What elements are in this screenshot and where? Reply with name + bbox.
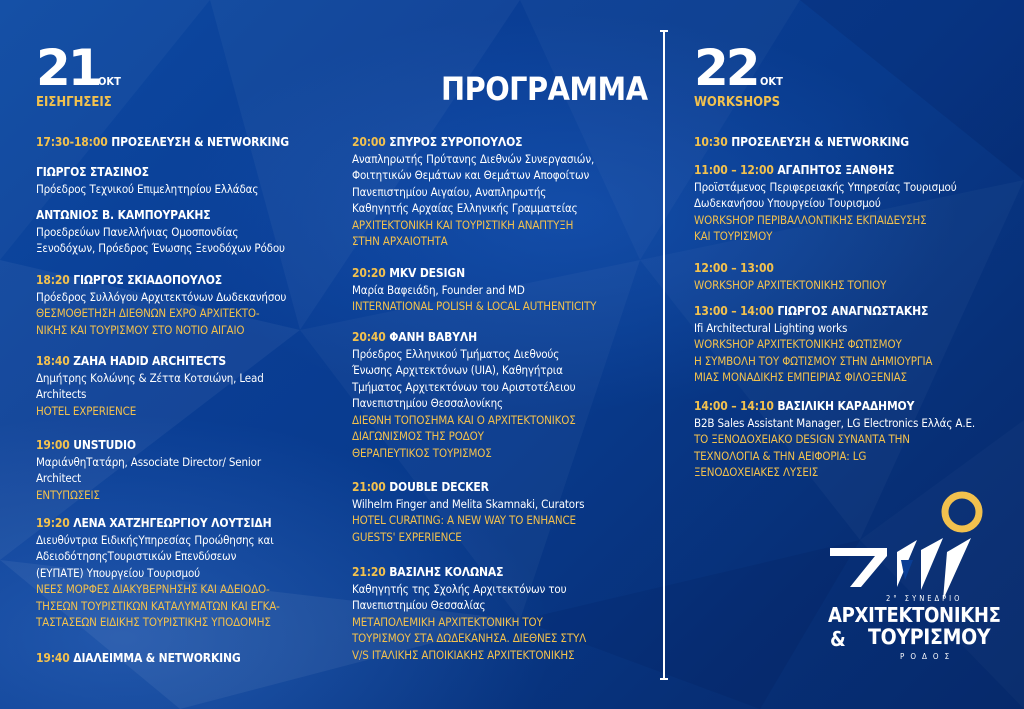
session-time: 18:20 — [36, 273, 70, 287]
session-title: ΦΑΝΗ ΒΑΒΥΛΗ — [389, 330, 477, 344]
session-item — [694, 162, 994, 245]
logo-line2: ΤΟΥΡΙΣΜΟΥ — [868, 625, 991, 649]
session-item — [694, 398, 994, 481]
session-time: 17:30-18:00 — [36, 135, 108, 149]
day2-number: 22 — [694, 39, 758, 97]
day1-label: ΕΙΣΗΓΗΣΕΙΣ — [36, 95, 112, 110]
session-item — [36, 437, 336, 503]
session-detail: Τμήματος Αρχιτεκτόνων του Αριστοτέλειου — [352, 379, 576, 394]
logo-ampersand: & — [830, 627, 846, 651]
session-topic: HOTEL EXPERIENCE — [36, 403, 137, 418]
session-topic: ΝΙΚΗΣ ΚΑΙ ΤΟΥΡΙΣΜΟΥ ΣΤΟ ΝΟΤΙΟ ΑΙΓΑΙΟ — [36, 322, 245, 337]
session-title: DOUBLE DECKER — [389, 480, 489, 494]
day1-month: ΟΚΤ — [98, 75, 121, 88]
session-topic: GUESTS' EXPERIENCE — [352, 529, 462, 544]
day2-label: WORKSHOPS — [694, 95, 781, 110]
session-detail: Πανεπιστημίου Θεσσαλονίκης — [352, 396, 503, 410]
session-heading — [352, 564, 652, 581]
session-title: ΑΓΑΠΗΤΟΣ ΞΑΝΘΗΣ — [777, 163, 895, 177]
session-detail: Architect — [36, 471, 82, 485]
session-heading — [352, 329, 652, 346]
session-topic: V/S ΙΤΑΛΙΚΗΣ ΑΠΟΙΚΙΑΚΗΣ ΑΡΧΙΤΕΚΤΟΝΙΚΗΣ — [352, 647, 575, 662]
session-detail: Αναπληρωτής Πρύτανης Διεθνών Συνεργασιών, — [352, 151, 595, 166]
session-topic: WORKSHOP ΠΕΡΙΒΑΛΛΟΝΤΙΚΗΣ ΕΚΠΑΙΔΕΥΣΗΣ — [694, 212, 927, 227]
session-item — [352, 134, 652, 250]
session-topic: ΕΝΤΥΠΩΣΕΙΣ — [36, 487, 100, 502]
session-title: ΓΙΩΡΓΟΣ ΣΤΑΣΙΝΟΣ — [36, 165, 149, 179]
session-detail: Architects — [36, 387, 87, 401]
session-topic: ΣΤΗΝ ΑΡΧΑΙΟΤΗΤΑ — [352, 234, 448, 248]
page-title: ΠΡΟΓΡΑΜΜΑ — [441, 70, 648, 108]
session-time: 20:40 — [352, 330, 386, 344]
session-title: ZAHA HADID ARCHITECTS — [73, 354, 226, 368]
session-topic: ΜΙΑΣ ΜΟΝΑΔΙΚΗΣ ΕΜΠΕΙΡΙΑΣ ΦΙΛΟΞΕΝΙΑΣ — [694, 370, 907, 384]
session-item — [36, 134, 336, 151]
session-title: ΑΝΤΩΝΙΟΣ Β. ΚΑΜΠΟΥΡΑΚΗΣ — [36, 208, 211, 222]
session-heading — [352, 479, 652, 496]
session-title: UNSTUDIO — [73, 438, 136, 452]
session-detail: Καθηγητής της Σχολής Αρχιτεκτόνων του — [352, 581, 567, 596]
session-topic: ΘΕΣΜΟΘΕΤΗΣΗ ΔΙΕΘΝΩΝ EXPO ΑΡΧΙΤΕΚΤΟ- — [36, 306, 260, 320]
session-time: 21:00 — [352, 480, 386, 494]
session-time: 12:00 – 13:00 — [694, 261, 774, 275]
session-item — [352, 479, 652, 545]
session-item — [36, 353, 336, 419]
session-topic: HOTEL CURATING: A NEW WAY TO ENHANCE — [352, 513, 576, 527]
session-heading — [352, 134, 652, 151]
session-item — [36, 515, 336, 631]
session-topic: WORKSHOP ΑΡΧΙΤΕΚΤΟΝΙΚΗΣ ΦΩΤΙΣΜΟΥ — [694, 337, 902, 351]
divider-bottom-tick — [660, 678, 668, 680]
session-title: ΔΙΑΛΕΙΜΜΑ & NETWORKING — [73, 651, 241, 665]
session-item — [36, 207, 336, 257]
session-heading — [694, 260, 994, 277]
session-topic: WORKSHOP ΑΡΧΙΤΕΚΤΟΝΙΚΗΣ ΤΟΠΙΟΥ — [694, 277, 887, 292]
session-detail: Δωδεκανήσου Υπουργείου Τουρισμού — [694, 196, 881, 210]
session-heading — [36, 353, 336, 370]
session-time: 20:00 — [352, 135, 386, 149]
session-heading — [694, 162, 994, 179]
session-detail: Καθηγητής Αρχαίας Ελληνικής Γραμματείας — [352, 201, 578, 215]
session-item — [694, 260, 994, 293]
session-detail: Πανεπιστημίου Θεσσαλίας — [352, 598, 486, 612]
session-item — [352, 265, 652, 315]
session-topic: ΜΕΤΑΠΟΛΕΜΙΚΗ ΑΡΧΙΤΕΚΤΟΝΙΚΗ ΤΟΥ — [352, 614, 543, 629]
session-item — [36, 272, 336, 338]
session-detail: Δημήτρης Κολώνης & Ζέττα Κοτσιώνη, Lead — [36, 370, 264, 385]
session-detail: ΑδειοδότησηςΤουριστικών Επενδύσεων — [36, 549, 237, 563]
session-detail: (ΕΥΠΑΤΕ) Υπουργείου Τουρισμού — [36, 565, 200, 580]
session-title: MKV DESIGN — [389, 266, 465, 280]
session-topic: ΤΟ ΞΕΝΟΔΟΧΕΙΑΚΟ DESIGN ΣΥΝΑΝΤΑ ΤΗΝ — [694, 432, 910, 446]
session-time: 19:00 — [36, 438, 70, 452]
session-title: ΠΡΟΣΕΛΕΥΣΗ & NETWORKING — [111, 135, 289, 149]
session-heading — [694, 398, 994, 415]
session-detail: Πρόεδρος Τεχνικού Επιμελητηρίου Ελλάδας — [36, 181, 259, 196]
session-topic: ΤΟΥΡΙΣΜΟΥ ΣΤΑ ΔΩΔΕΚΑΝΗΣΑ. ΔΙΕΘΝΕΣ ΣΤΥΛ — [352, 631, 587, 645]
session-topic: Η ΣΥΜΒΟΛΗ ΤΟΥ ΦΩΤΙΣΜΟΥ ΣΤΗΝ ΔΗΜΙΟΥΡΓΙΑ — [694, 353, 933, 368]
session-detail: Wilhelm Finger and Melita Skamnaki, Curators — [352, 496, 585, 511]
session-topic: ΤΗΣΕΩΝ ΤΟΥΡΙΣΤΙΚΩΝ ΚΑΤΑΛΥΜΑΤΩΝ ΚΑΙ ΕΓΚΑ- — [36, 598, 280, 613]
session-heading — [36, 164, 336, 181]
session-detail: Ένωσης Αρχιτεκτόνων (UIA), Καθηγήτρια — [352, 363, 563, 377]
divider-top-tick — [660, 30, 668, 32]
session-detail: Πανεπιστημίου Αιγαίου, Αναπληρωτής — [352, 184, 547, 199]
day2-month: ΟΚΤ — [760, 75, 783, 88]
session-heading — [694, 134, 994, 151]
session-topic: ΚΑΙ ΤΟΥΡΙΣΜΟΥ — [694, 229, 773, 243]
session-topic: ΤΕΧΝΟΛΟΓΙΑ & ΤΗΝ ΑΕΙΦΟΡΙΑ: LG — [694, 448, 867, 463]
session-detail: Φοιτητικών Θεμάτων και Θεμάτων Αποφοίτων — [352, 168, 590, 182]
session-title: ΠΡΟΣΕΛΕΥΣΗ & NETWORKING — [731, 135, 910, 149]
session-title: ΣΠΥΡΟΣ ΣΥΡΟΠΟΥΛΟΣ — [389, 135, 523, 149]
session-item — [36, 164, 336, 197]
session-heading — [36, 134, 336, 151]
session-item — [36, 650, 336, 667]
session-detail: Προϊστάμενος Περιφερειακής Υπηρεσίας Τουρισμού — [694, 179, 957, 194]
session-title: ΓΙΩΡΓΟΣ ΣΚΙΑΔΟΠΟΥΛΟΣ — [73, 273, 222, 287]
column-divider — [663, 30, 665, 680]
logo-subtitle: 2° ΣΥΝΕΔΡΙΟ — [886, 594, 963, 603]
session-topic: ΔΙΑΓΩΝΙΣΜΟΣ ΤΗΣ ΡΟΔΟΥ — [352, 429, 484, 443]
session-detail: ΜαριάνθηΤατάρη, Associate Director/ Senior — [36, 454, 261, 469]
session-detail: B2B Sales Assistant Manager, LG Electronics Ελλάς Α.Ε. — [694, 415, 975, 430]
session-heading — [36, 437, 336, 454]
session-time: 20:20 — [352, 266, 386, 280]
session-detail: Πρόεδρος Ελληνικού Τμήματος Διεθνούς — [352, 346, 560, 361]
session-heading — [352, 265, 652, 282]
session-topic: ΔΙΕΘΝΗ ΤΟΠΟΣΗΜΑ ΚΑΙ Ο ΑΡΧΙΤΕΚΤΟΝΙΚΟΣ — [352, 412, 576, 427]
session-item — [694, 303, 994, 386]
session-detail: Προεδρεύων Πανελλήνιας Ομοσπονδίας — [36, 224, 239, 239]
session-item — [694, 134, 994, 151]
session-detail: Διευθύντρια ΕιδικήςΥπηρεσίας Προώθησης και — [36, 532, 274, 547]
session-heading — [36, 207, 336, 224]
session-title: ΓΙΩΡΓΟΣ ΑΝΑΓΝΩΣΤΑΚΗΣ — [777, 304, 929, 318]
session-topic: ΝΕΕΣ ΜΟΡΦΕΣ ΔΙΑΚΥΒΕΡΝΗΣΗΣ ΚΑΙ ΑΔΕΙΟΔΟ- — [36, 582, 270, 596]
logo-city: ΡΟΔΟΣ — [900, 652, 956, 661]
session-time: 13:00 – 14:00 — [694, 304, 774, 318]
session-heading — [36, 650, 336, 667]
session-time: 19:20 — [36, 516, 70, 530]
session-topic: INTERNATIONAL POLISH & LOCAL AUTHENTICITY — [352, 299, 597, 313]
session-detail: Μαρία Βαφειάδη, Founder and MD — [352, 282, 525, 297]
session-time: 21:20 — [352, 565, 386, 579]
session-heading — [694, 303, 994, 320]
session-detail: Ifi Architectural Lighting works — [694, 320, 848, 335]
session-time: 10:30 — [694, 135, 728, 149]
session-topic: ΞΕΝΟΔΟΧΕΙΑΚΕΣ ΛΥΣΕΙΣ — [694, 465, 819, 479]
session-title: ΛΕΝΑ ΧΑΤΖΗΓΕΩΡΓΙΟΥ ΛΟΥΤΣΙΔΗ — [73, 516, 272, 530]
session-item — [352, 564, 652, 663]
session-time: 14:00 – 14:10 — [694, 399, 774, 413]
day1-number: 21 — [36, 39, 100, 97]
session-time: 18:40 — [36, 354, 70, 368]
session-time: 11:00 – 12:00 — [694, 163, 774, 177]
session-item — [352, 329, 652, 461]
session-time: 19:40 — [36, 651, 70, 665]
session-heading — [36, 515, 336, 532]
session-topic: ΘΕΡΑΠΕΥΤΙΚΟΣ ΤΟΥΡΙΣΜΟΣ — [352, 445, 492, 460]
session-detail: Ξενοδόχων, Πρόεδρος Ένωσης Ξενοδόχων Ρόδου — [36, 241, 285, 255]
logo-line1: ΑΡΧΙΤΕΚΤΟΝΙΚΗΣ — [828, 603, 1001, 627]
session-detail: Πρόεδρος Συλλόγου Αρχιτεκτόνων Δωδεκανήσου — [36, 289, 287, 304]
session-heading — [36, 272, 336, 289]
session-topic: ΑΡΧΙΤΕΚΤΟΝΙΚΗ ΚΑΙ ΤΟΥΡΙΣΤΙΚΗ ΑΝΑΠΤΥΞΗ — [352, 217, 574, 232]
session-title: ΒΑΣΙΛΙΚΗ ΚΑΡΑΔΗΜΟΥ — [777, 399, 915, 413]
session-title: ΒΑΣΙΛΗΣ ΚΟΛΩΝΑΣ — [389, 565, 504, 579]
session-topic: ΤΑΣΤΑΣΕΩΝ ΕΙΔΙΚΗΣ ΤΟΥΡΙΣΤΙΚΗΣ ΥΠΟΔΟΜΗΣ — [36, 615, 271, 629]
